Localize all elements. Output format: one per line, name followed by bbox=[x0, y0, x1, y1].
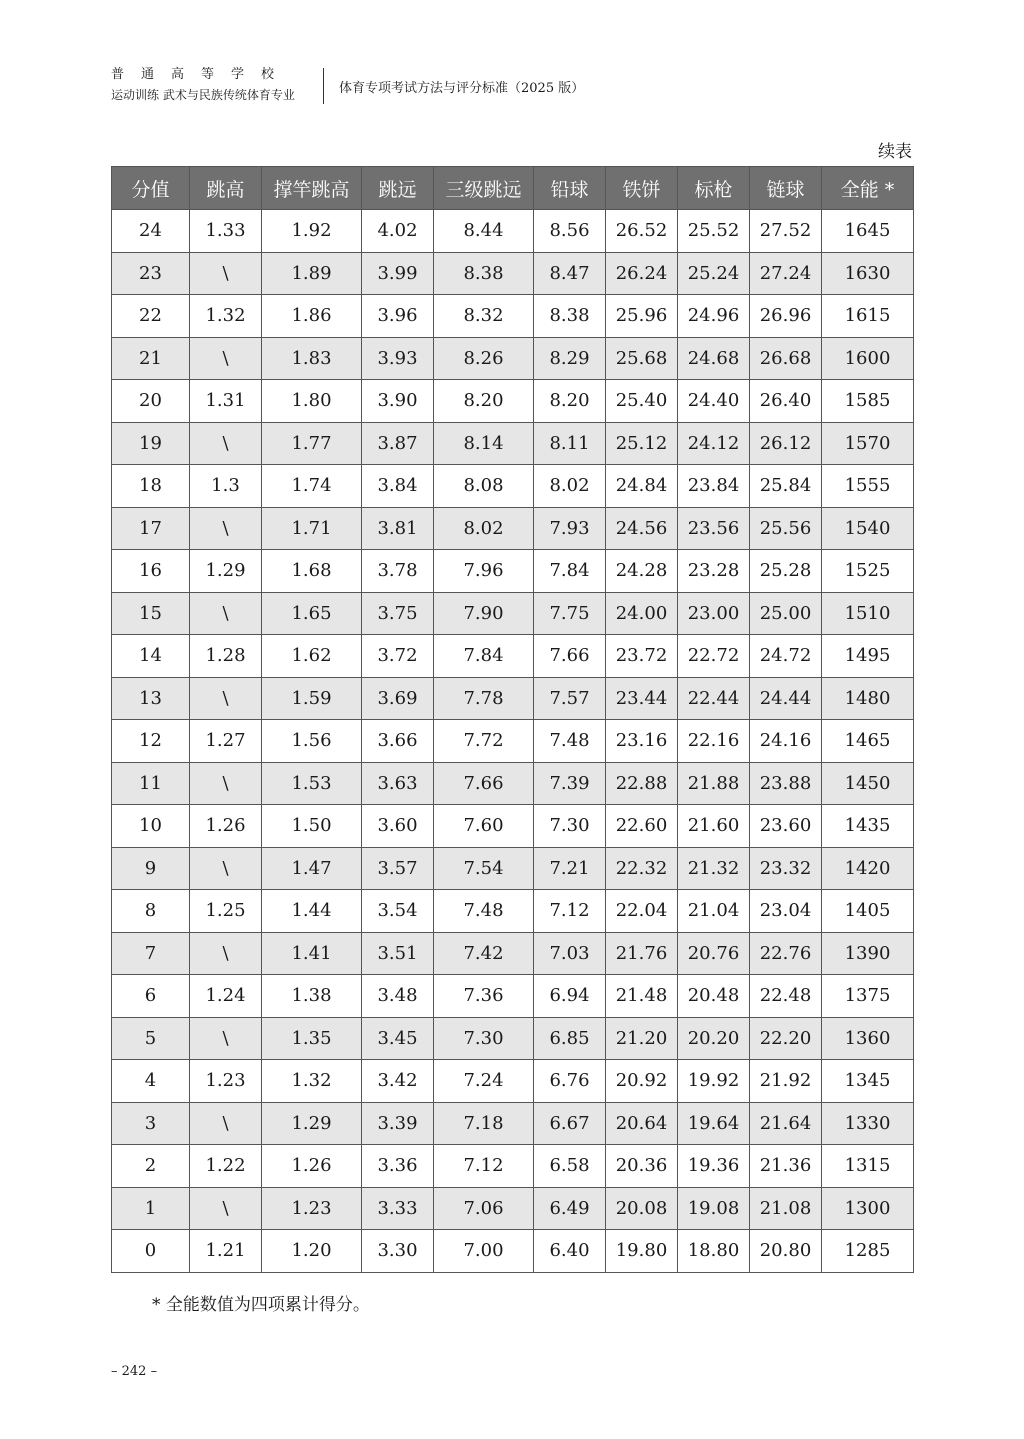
table-cell: 6.40 bbox=[534, 1230, 606, 1273]
table-cell: 1.25 bbox=[190, 890, 262, 933]
column-header: 跳远 bbox=[362, 167, 434, 210]
table-cell: 1.74 bbox=[262, 465, 362, 508]
table-cell: 1525 bbox=[822, 550, 914, 593]
table-row bbox=[112, 720, 914, 763]
table-cell: 3.93 bbox=[362, 337, 434, 380]
header-title: 体育专项考试方法与评分标准（2025 版） bbox=[339, 81, 585, 96]
table-cell: 27.52 bbox=[750, 210, 822, 253]
table-cell: 24.72 bbox=[750, 635, 822, 678]
table-cell: 5 bbox=[112, 1017, 190, 1060]
table-cell: 17 bbox=[112, 507, 190, 550]
table-cell: 8.02 bbox=[534, 465, 606, 508]
table-cell: 6.67 bbox=[534, 1102, 606, 1145]
header-school: 普通高等学校 bbox=[111, 67, 292, 82]
table-cell: 1.68 bbox=[262, 550, 362, 593]
table-cell: 1.26 bbox=[262, 1145, 362, 1188]
table-cell: 7.18 bbox=[434, 1102, 534, 1145]
table-cell: 1480 bbox=[822, 677, 914, 720]
table-cell: 7.78 bbox=[434, 677, 534, 720]
column-header: 链球 bbox=[750, 167, 822, 210]
table-cell: 25.52 bbox=[678, 210, 750, 253]
table-cell: 24.00 bbox=[606, 592, 678, 635]
table-cell: 22.60 bbox=[606, 805, 678, 848]
table-cell: 1.38 bbox=[262, 975, 362, 1018]
table-cell: 11 bbox=[112, 762, 190, 805]
table-cell: 7.57 bbox=[534, 677, 606, 720]
table-cell: 8 bbox=[112, 890, 190, 933]
table-row bbox=[112, 1017, 914, 1060]
table-cell: 21.20 bbox=[606, 1017, 678, 1060]
table-cell: 1.32 bbox=[190, 295, 262, 338]
table-cell: 1450 bbox=[822, 762, 914, 805]
column-header: 分值 bbox=[112, 167, 190, 210]
table-cell: 3.87 bbox=[362, 422, 434, 465]
table-cell: 1.80 bbox=[262, 380, 362, 423]
table-cell: 22.20 bbox=[750, 1017, 822, 1060]
table-cell: 23.16 bbox=[606, 720, 678, 763]
table-cell: 1465 bbox=[822, 720, 914, 763]
table-cell: 1.33 bbox=[190, 210, 262, 253]
table-cell: 1495 bbox=[822, 635, 914, 678]
table-cell: 1.27 bbox=[190, 720, 262, 763]
table-cell: 7.54 bbox=[434, 847, 534, 890]
table-cell: 7.60 bbox=[434, 805, 534, 848]
table-cell: 1.28 bbox=[190, 635, 262, 678]
table-cell: \ bbox=[190, 932, 262, 975]
table-cell: 3.54 bbox=[362, 890, 434, 933]
table-cell: 8.26 bbox=[434, 337, 534, 380]
table-cell: 7.06 bbox=[434, 1187, 534, 1230]
header-left bbox=[111, 66, 311, 104]
table-cell: 8.14 bbox=[434, 422, 534, 465]
table-cell: 20.36 bbox=[606, 1145, 678, 1188]
table-cell: 23.28 bbox=[678, 550, 750, 593]
column-header: 跳高 bbox=[190, 167, 262, 210]
table-cell: \ bbox=[190, 762, 262, 805]
table-cell: 7.75 bbox=[534, 592, 606, 635]
column-header: 标枪 bbox=[678, 167, 750, 210]
table-cell: 1.26 bbox=[190, 805, 262, 848]
table-row bbox=[112, 890, 914, 933]
column-header: 铅球 bbox=[534, 167, 606, 210]
table-cell: 20.08 bbox=[606, 1187, 678, 1230]
table-cell: 0 bbox=[112, 1230, 190, 1273]
table-cell: 7.36 bbox=[434, 975, 534, 1018]
table-cell: \ bbox=[190, 592, 262, 635]
table-cell: 7.84 bbox=[534, 550, 606, 593]
table-cell: 23.84 bbox=[678, 465, 750, 508]
table-cell: 1315 bbox=[822, 1145, 914, 1188]
table-cell: 24.84 bbox=[606, 465, 678, 508]
table-cell: 3.36 bbox=[362, 1145, 434, 1188]
table-cell: 6.58 bbox=[534, 1145, 606, 1188]
table-cell: 1585 bbox=[822, 380, 914, 423]
table-cell: 1.29 bbox=[262, 1102, 362, 1145]
table-cell: 6.85 bbox=[534, 1017, 606, 1060]
table-cell: 24.40 bbox=[678, 380, 750, 423]
table-cell: 3.48 bbox=[362, 975, 434, 1018]
table-cell: 26.68 bbox=[750, 337, 822, 380]
table-row bbox=[112, 1187, 914, 1230]
table-cell: 19.08 bbox=[678, 1187, 750, 1230]
table-cell: 3.42 bbox=[362, 1060, 434, 1103]
header-major: 运动训练 武术与民族传统体育专业 bbox=[111, 88, 295, 102]
table-cell: 3.81 bbox=[362, 507, 434, 550]
table-cell: 7 bbox=[112, 932, 190, 975]
table-row bbox=[112, 975, 914, 1018]
table-cell: 7.39 bbox=[534, 762, 606, 805]
table-row bbox=[112, 677, 914, 720]
table-cell: 7.90 bbox=[434, 592, 534, 635]
table-cell: 1.86 bbox=[262, 295, 362, 338]
table-cell: 1555 bbox=[822, 465, 914, 508]
table-cell: 19.80 bbox=[606, 1230, 678, 1273]
table-row bbox=[112, 805, 914, 848]
table-cell: \ bbox=[190, 1187, 262, 1230]
table-cell: 1540 bbox=[822, 507, 914, 550]
table-cell: 8.02 bbox=[434, 507, 534, 550]
table-cell: 7.96 bbox=[434, 550, 534, 593]
table-cell: 8.29 bbox=[534, 337, 606, 380]
table-cell: \ bbox=[190, 677, 262, 720]
table-cell: 1330 bbox=[822, 1102, 914, 1145]
table-cell: 24.44 bbox=[750, 677, 822, 720]
table-cell: 7.48 bbox=[434, 890, 534, 933]
page-number: – 242 – bbox=[111, 1364, 158, 1379]
table-cell: 27.24 bbox=[750, 252, 822, 295]
table-cell: 8.38 bbox=[534, 295, 606, 338]
table-cell: 1600 bbox=[822, 337, 914, 380]
table-cell: 3.57 bbox=[362, 847, 434, 890]
table-cell: 13 bbox=[112, 677, 190, 720]
table-cell: 24.16 bbox=[750, 720, 822, 763]
table-row bbox=[112, 295, 914, 338]
table-cell: 7.66 bbox=[534, 635, 606, 678]
table-cell: 7.84 bbox=[434, 635, 534, 678]
table-cell: \ bbox=[190, 1102, 262, 1145]
table-row bbox=[112, 380, 914, 423]
table-cell: 22.16 bbox=[678, 720, 750, 763]
table-cell: 18.80 bbox=[678, 1230, 750, 1273]
table-cell: 1.44 bbox=[262, 890, 362, 933]
table-cell: 1570 bbox=[822, 422, 914, 465]
table-cell: 7.24 bbox=[434, 1060, 534, 1103]
table-cell: 19 bbox=[112, 422, 190, 465]
table-row bbox=[112, 847, 914, 890]
table-cell: 3.39 bbox=[362, 1102, 434, 1145]
table-cell: 3.96 bbox=[362, 295, 434, 338]
table-cell: 20.48 bbox=[678, 975, 750, 1018]
table-cell: 20.76 bbox=[678, 932, 750, 975]
table-cell: 20.20 bbox=[678, 1017, 750, 1060]
table-cell: 25.24 bbox=[678, 252, 750, 295]
column-header: 三级跳远 bbox=[434, 167, 534, 210]
table-cell: 8.11 bbox=[534, 422, 606, 465]
table-cell: 24 bbox=[112, 210, 190, 253]
table-cell: 23 bbox=[112, 252, 190, 295]
table-cell: 1.65 bbox=[262, 592, 362, 635]
table-cell: 23.60 bbox=[750, 805, 822, 848]
table-row bbox=[112, 592, 914, 635]
table-cell: 1.22 bbox=[190, 1145, 262, 1188]
table-cell: 10 bbox=[112, 805, 190, 848]
table-cell: 7.00 bbox=[434, 1230, 534, 1273]
table-cell: 1.35 bbox=[262, 1017, 362, 1060]
table-cell: 1645 bbox=[822, 210, 914, 253]
table-cell: 19.36 bbox=[678, 1145, 750, 1188]
table-cell: 3.63 bbox=[362, 762, 434, 805]
table-cell: 26.24 bbox=[606, 252, 678, 295]
table-row bbox=[112, 550, 914, 593]
continue-label: 续表 bbox=[878, 142, 912, 162]
table-cell: 8.20 bbox=[534, 380, 606, 423]
table-cell: 1.41 bbox=[262, 932, 362, 975]
table-cell: 23.44 bbox=[606, 677, 678, 720]
table-cell: 24.56 bbox=[606, 507, 678, 550]
table-cell: 7.93 bbox=[534, 507, 606, 550]
table-cell: 21.04 bbox=[678, 890, 750, 933]
table-cell: 14 bbox=[112, 635, 190, 678]
table-cell: 22 bbox=[112, 295, 190, 338]
table-cell: 1360 bbox=[822, 1017, 914, 1060]
table-cell: 1.59 bbox=[262, 677, 362, 720]
table-cell: 18 bbox=[112, 465, 190, 508]
table-cell: 3.33 bbox=[362, 1187, 434, 1230]
table-cell: 21.64 bbox=[750, 1102, 822, 1145]
table-header-row bbox=[112, 167, 914, 210]
table-row bbox=[112, 337, 914, 380]
table-row bbox=[112, 1102, 914, 1145]
table-cell: 26.52 bbox=[606, 210, 678, 253]
table-cell: 25.56 bbox=[750, 507, 822, 550]
table-row bbox=[112, 465, 914, 508]
table-cell: 22.72 bbox=[678, 635, 750, 678]
table-cell: 3.75 bbox=[362, 592, 434, 635]
table-cell: 21.60 bbox=[678, 805, 750, 848]
footnote: * 全能数值为四项累计得分。 bbox=[152, 1295, 370, 1315]
table-cell: 7.12 bbox=[534, 890, 606, 933]
table-cell: 7.30 bbox=[434, 1017, 534, 1060]
table-cell: 3.99 bbox=[362, 252, 434, 295]
table-cell: 22.32 bbox=[606, 847, 678, 890]
table-cell: 6 bbox=[112, 975, 190, 1018]
table-cell: 1.62 bbox=[262, 635, 362, 678]
table-cell: 1.23 bbox=[262, 1187, 362, 1230]
header-divider bbox=[323, 68, 324, 104]
table-cell: 8.38 bbox=[434, 252, 534, 295]
table-cell: 3.51 bbox=[362, 932, 434, 975]
table-cell: 1435 bbox=[822, 805, 914, 848]
table-cell: 22.76 bbox=[750, 932, 822, 975]
table-cell: 26.96 bbox=[750, 295, 822, 338]
table-cell: 26.40 bbox=[750, 380, 822, 423]
table-cell: \ bbox=[190, 337, 262, 380]
table-cell: 1510 bbox=[822, 592, 914, 635]
table-cell: 1615 bbox=[822, 295, 914, 338]
table-cell: 25.28 bbox=[750, 550, 822, 593]
table-cell: 3.78 bbox=[362, 550, 434, 593]
table-cell: 1345 bbox=[822, 1060, 914, 1103]
table-cell: 24.68 bbox=[678, 337, 750, 380]
table-cell: 23.32 bbox=[750, 847, 822, 890]
table-cell: 4.02 bbox=[362, 210, 434, 253]
table-cell: \ bbox=[190, 507, 262, 550]
table-cell: 21.48 bbox=[606, 975, 678, 1018]
column-header: 撑竿跳高 bbox=[262, 167, 362, 210]
table-row bbox=[112, 422, 914, 465]
table-cell: 21.92 bbox=[750, 1060, 822, 1103]
table-cell: 1.23 bbox=[190, 1060, 262, 1103]
table-cell: 1300 bbox=[822, 1187, 914, 1230]
table-cell: 22.48 bbox=[750, 975, 822, 1018]
table-row bbox=[112, 635, 914, 678]
table-cell: 21.88 bbox=[678, 762, 750, 805]
table-cell: 1375 bbox=[822, 975, 914, 1018]
table-cell: 20.80 bbox=[750, 1230, 822, 1273]
table-cell: 22.44 bbox=[678, 677, 750, 720]
table-row bbox=[112, 1145, 914, 1188]
table-cell: 3.90 bbox=[362, 380, 434, 423]
table-cell: 3.66 bbox=[362, 720, 434, 763]
table-cell: 6.49 bbox=[534, 1187, 606, 1230]
table-cell: 23.88 bbox=[750, 762, 822, 805]
table-cell: 25.00 bbox=[750, 592, 822, 635]
table-cell: 7.12 bbox=[434, 1145, 534, 1188]
table-cell: 21.32 bbox=[678, 847, 750, 890]
table-cell: 23.56 bbox=[678, 507, 750, 550]
table-cell: 1405 bbox=[822, 890, 914, 933]
table-cell: 1.92 bbox=[262, 210, 362, 253]
table-cell: 7.66 bbox=[434, 762, 534, 805]
table-cell: 21.08 bbox=[750, 1187, 822, 1230]
table-cell: 15 bbox=[112, 592, 190, 635]
table-cell: 1.56 bbox=[262, 720, 362, 763]
table-row bbox=[112, 1060, 914, 1103]
table-cell: 19.64 bbox=[678, 1102, 750, 1145]
table-cell: 3.69 bbox=[362, 677, 434, 720]
table-cell: 1.47 bbox=[262, 847, 362, 890]
table-row bbox=[112, 210, 914, 253]
table-cell: 1.71 bbox=[262, 507, 362, 550]
table-cell: 1.24 bbox=[190, 975, 262, 1018]
table-cell: 6.94 bbox=[534, 975, 606, 1018]
table-cell: 1.21 bbox=[190, 1230, 262, 1273]
table-cell: 1.20 bbox=[262, 1230, 362, 1273]
table-cell: 25.96 bbox=[606, 295, 678, 338]
column-header: 铁饼 bbox=[606, 167, 678, 210]
table-cell: 7.30 bbox=[534, 805, 606, 848]
table-cell: 1630 bbox=[822, 252, 914, 295]
table-cell: 3 bbox=[112, 1102, 190, 1145]
table-cell: 1.83 bbox=[262, 337, 362, 380]
table-row bbox=[112, 762, 914, 805]
table-cell: 3.45 bbox=[362, 1017, 434, 1060]
table-cell: 3.72 bbox=[362, 635, 434, 678]
table-cell: 23.72 bbox=[606, 635, 678, 678]
table-cell: 23.04 bbox=[750, 890, 822, 933]
table-cell: 22.04 bbox=[606, 890, 678, 933]
table-cell: 7.42 bbox=[434, 932, 534, 975]
table-cell: 8.47 bbox=[534, 252, 606, 295]
table-cell: 1.32 bbox=[262, 1060, 362, 1103]
table-cell: 21 bbox=[112, 337, 190, 380]
table-cell: 6.76 bbox=[534, 1060, 606, 1103]
table-cell: 1.89 bbox=[262, 252, 362, 295]
table-cell: 19.92 bbox=[678, 1060, 750, 1103]
table-cell: 16 bbox=[112, 550, 190, 593]
table-cell: 8.32 bbox=[434, 295, 534, 338]
table-cell: 22.88 bbox=[606, 762, 678, 805]
table-cell: 1390 bbox=[822, 932, 914, 975]
table-cell: 24.28 bbox=[606, 550, 678, 593]
table-cell: 25.68 bbox=[606, 337, 678, 380]
table-row bbox=[112, 252, 914, 295]
table-cell: \ bbox=[190, 1017, 262, 1060]
table-cell: 2 bbox=[112, 1145, 190, 1188]
table-row bbox=[112, 932, 914, 975]
table-cell: 25.40 bbox=[606, 380, 678, 423]
column-header: 全能 * bbox=[822, 167, 914, 210]
table-cell: 7.03 bbox=[534, 932, 606, 975]
table-cell: 1.31 bbox=[190, 380, 262, 423]
score-table bbox=[111, 166, 914, 1273]
table-row bbox=[112, 507, 914, 550]
table-cell: 7.48 bbox=[534, 720, 606, 763]
table-cell: 3.60 bbox=[362, 805, 434, 848]
table-cell: 8.20 bbox=[434, 380, 534, 423]
table-cell: 1.3 bbox=[190, 465, 262, 508]
table-cell: 21.76 bbox=[606, 932, 678, 975]
table-cell: 20 bbox=[112, 380, 190, 423]
table-cell: 21.36 bbox=[750, 1145, 822, 1188]
table-cell: 1420 bbox=[822, 847, 914, 890]
table-cell: 8.44 bbox=[434, 210, 534, 253]
table-cell: \ bbox=[190, 422, 262, 465]
table-cell: 24.12 bbox=[678, 422, 750, 465]
table-cell: 20.64 bbox=[606, 1102, 678, 1145]
table-cell: 24.96 bbox=[678, 295, 750, 338]
table-cell: 25.84 bbox=[750, 465, 822, 508]
table-cell: 1.29 bbox=[190, 550, 262, 593]
table-cell: \ bbox=[190, 847, 262, 890]
table-cell: 7.72 bbox=[434, 720, 534, 763]
table-cell: 12 bbox=[112, 720, 190, 763]
table-cell: 26.12 bbox=[750, 422, 822, 465]
table-cell: 3.84 bbox=[362, 465, 434, 508]
table-cell: 1.53 bbox=[262, 762, 362, 805]
table-cell: 20.92 bbox=[606, 1060, 678, 1103]
table-row bbox=[112, 1230, 914, 1273]
table-cell: 8.08 bbox=[434, 465, 534, 508]
table-cell: 25.12 bbox=[606, 422, 678, 465]
table-cell: 4 bbox=[112, 1060, 190, 1103]
table-cell: 23.00 bbox=[678, 592, 750, 635]
table-cell: 7.21 bbox=[534, 847, 606, 890]
table-cell: 9 bbox=[112, 847, 190, 890]
table-cell: 1 bbox=[112, 1187, 190, 1230]
table-cell: \ bbox=[190, 252, 262, 295]
table-cell: 1.50 bbox=[262, 805, 362, 848]
table-cell: 1.77 bbox=[262, 422, 362, 465]
table-body bbox=[112, 210, 914, 1273]
table-cell: 1285 bbox=[822, 1230, 914, 1273]
table-cell: 8.56 bbox=[534, 210, 606, 253]
table-cell: 3.30 bbox=[362, 1230, 434, 1273]
